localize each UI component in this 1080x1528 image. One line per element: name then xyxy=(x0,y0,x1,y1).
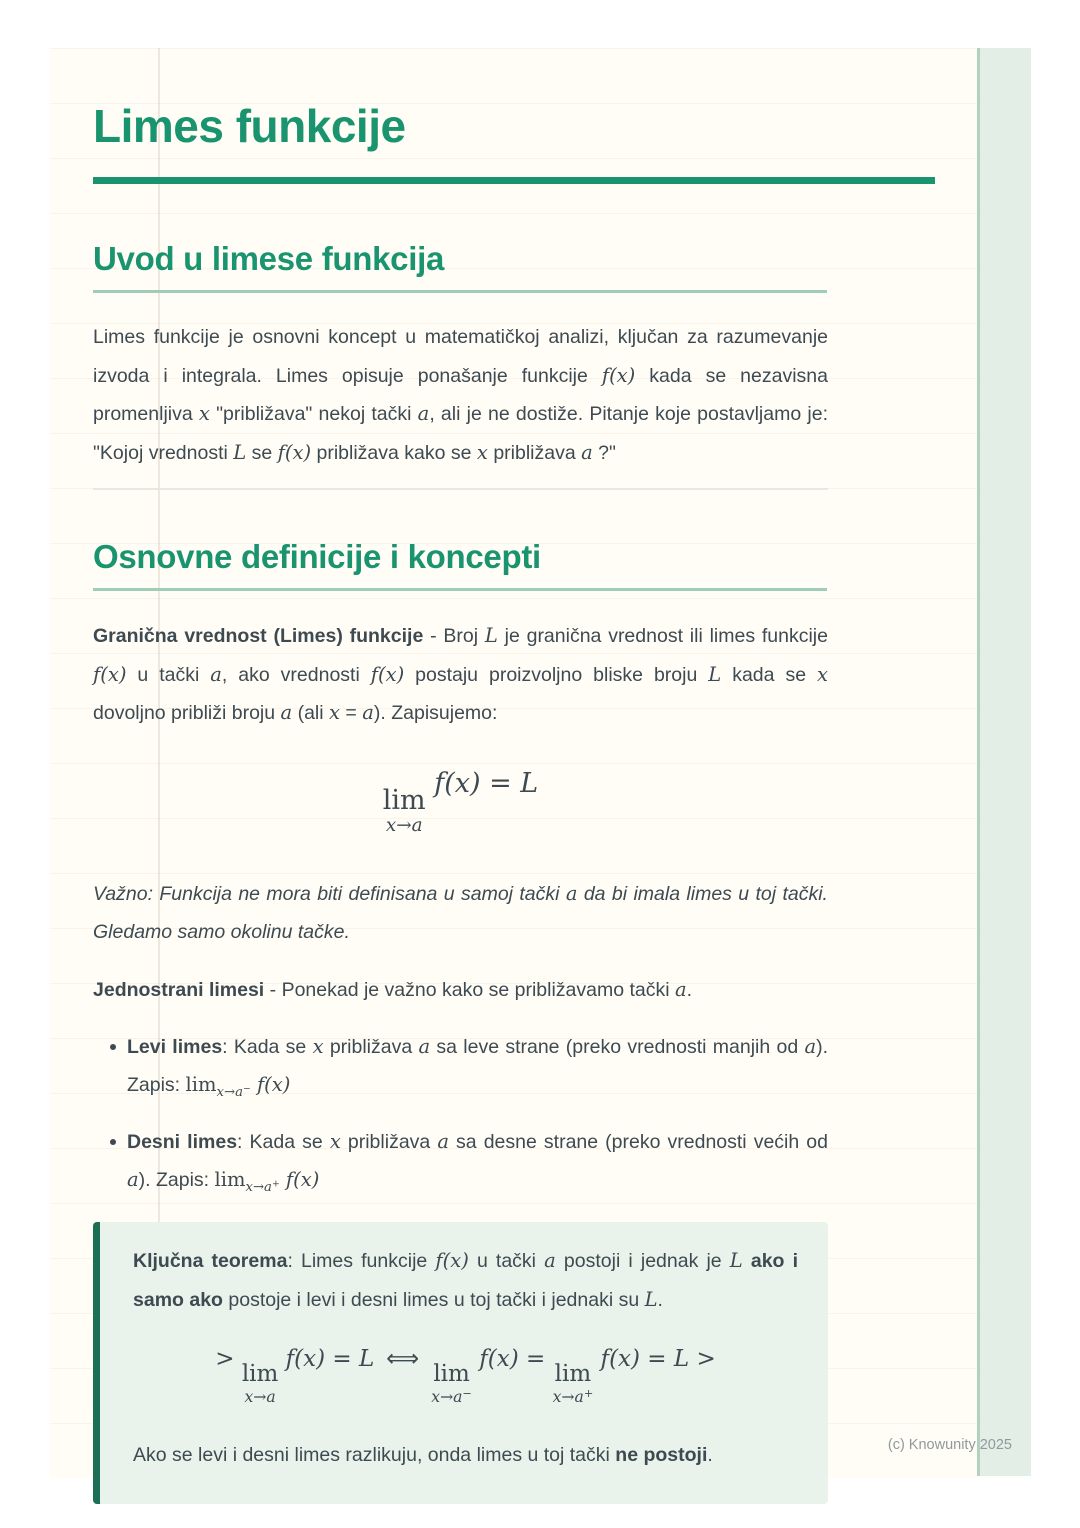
key-theorem-text: Ključna teorema: Limes funkcije f(x) u tački a postoji i jednak je L ako i samo ako postoje i levi i desni limes u toj tački i jednaki su L. xyxy=(133,1249,799,1311)
notebook-page xyxy=(50,48,977,1478)
copyright-footer: (c) Knowunity 2025 xyxy=(887,1437,1012,1453)
section-underline-intro xyxy=(93,290,827,293)
intro-paragraph: Limes funkcije je osnovni koncept u matematičkoj analizi, ključan za razumevanje izvoda i integrala. Limes opisuje ponašanje funkcije f(x) kada se nezavisna promenljiva x "približava" nekoj tački a, ali je ne dostiže. Pitanje koje postavljamo je: "Kojoj vrednosti L se f(x) približava kako se x približava a ?" xyxy=(93,326,828,464)
section-divider xyxy=(93,488,828,490)
limits-list xyxy=(93,1028,977,1206)
page-edge-strip xyxy=(977,48,1031,1476)
key-theorem-callout xyxy=(93,1222,828,1504)
definition-paragraph: Granična vrednost (Limes) funkcije - Broj L je granična vrednost ili limes funkcije f(x) u tački a, ako vrednosti f(x) postaju proizvoljno bliske broju L kada se x dovoljno približi broju a (ali x = a). Zapisujemo: xyxy=(93,624,829,724)
one-sided-limits-paragraph: Jednostrani limesi - Ponekad je važno kako se približavamo tački a. xyxy=(93,978,693,1002)
not-exists-text: Ako se levi i desni limes razlikuju, onda limes u toj tački ne postoji. xyxy=(133,1443,713,1466)
important-note: Važno: Funkcija ne mora biti definisana u samoj tački a da bi imala limes u toj tački. Gledamo samo okolinu tačke. xyxy=(93,882,828,943)
title-underline xyxy=(93,177,935,184)
section-heading-intro: Uvod u limese funkcija xyxy=(93,240,445,277)
list-item-left-limit: Levi limes: Kada se x približava a sa leve strane (preko vrednosti manjih od a). Zapis: $\lim_{x\to a^-} f(x)$ xyxy=(110,1028,828,1112)
limit-formula: lim x→a f(x) = L xyxy=(382,767,539,837)
page-title: Limes funkcije xyxy=(93,100,406,152)
section-heading-definitions: Osnovne definicije i koncepti xyxy=(93,538,541,575)
section-underline-definitions xyxy=(93,588,827,591)
page-content xyxy=(50,98,977,1504)
theorem-formula: > lim x→a f(x) = L ⟺ lim x→a− f(x) = lim x→a+ f(x) = L > xyxy=(215,1346,716,1407)
list-item-right-limit: Desni limes: Kada se x približava a sa desne strane (preko vrednosti većih od a). Zapis: $\lim_{x\to a^+} f(x)$ xyxy=(110,1123,828,1207)
